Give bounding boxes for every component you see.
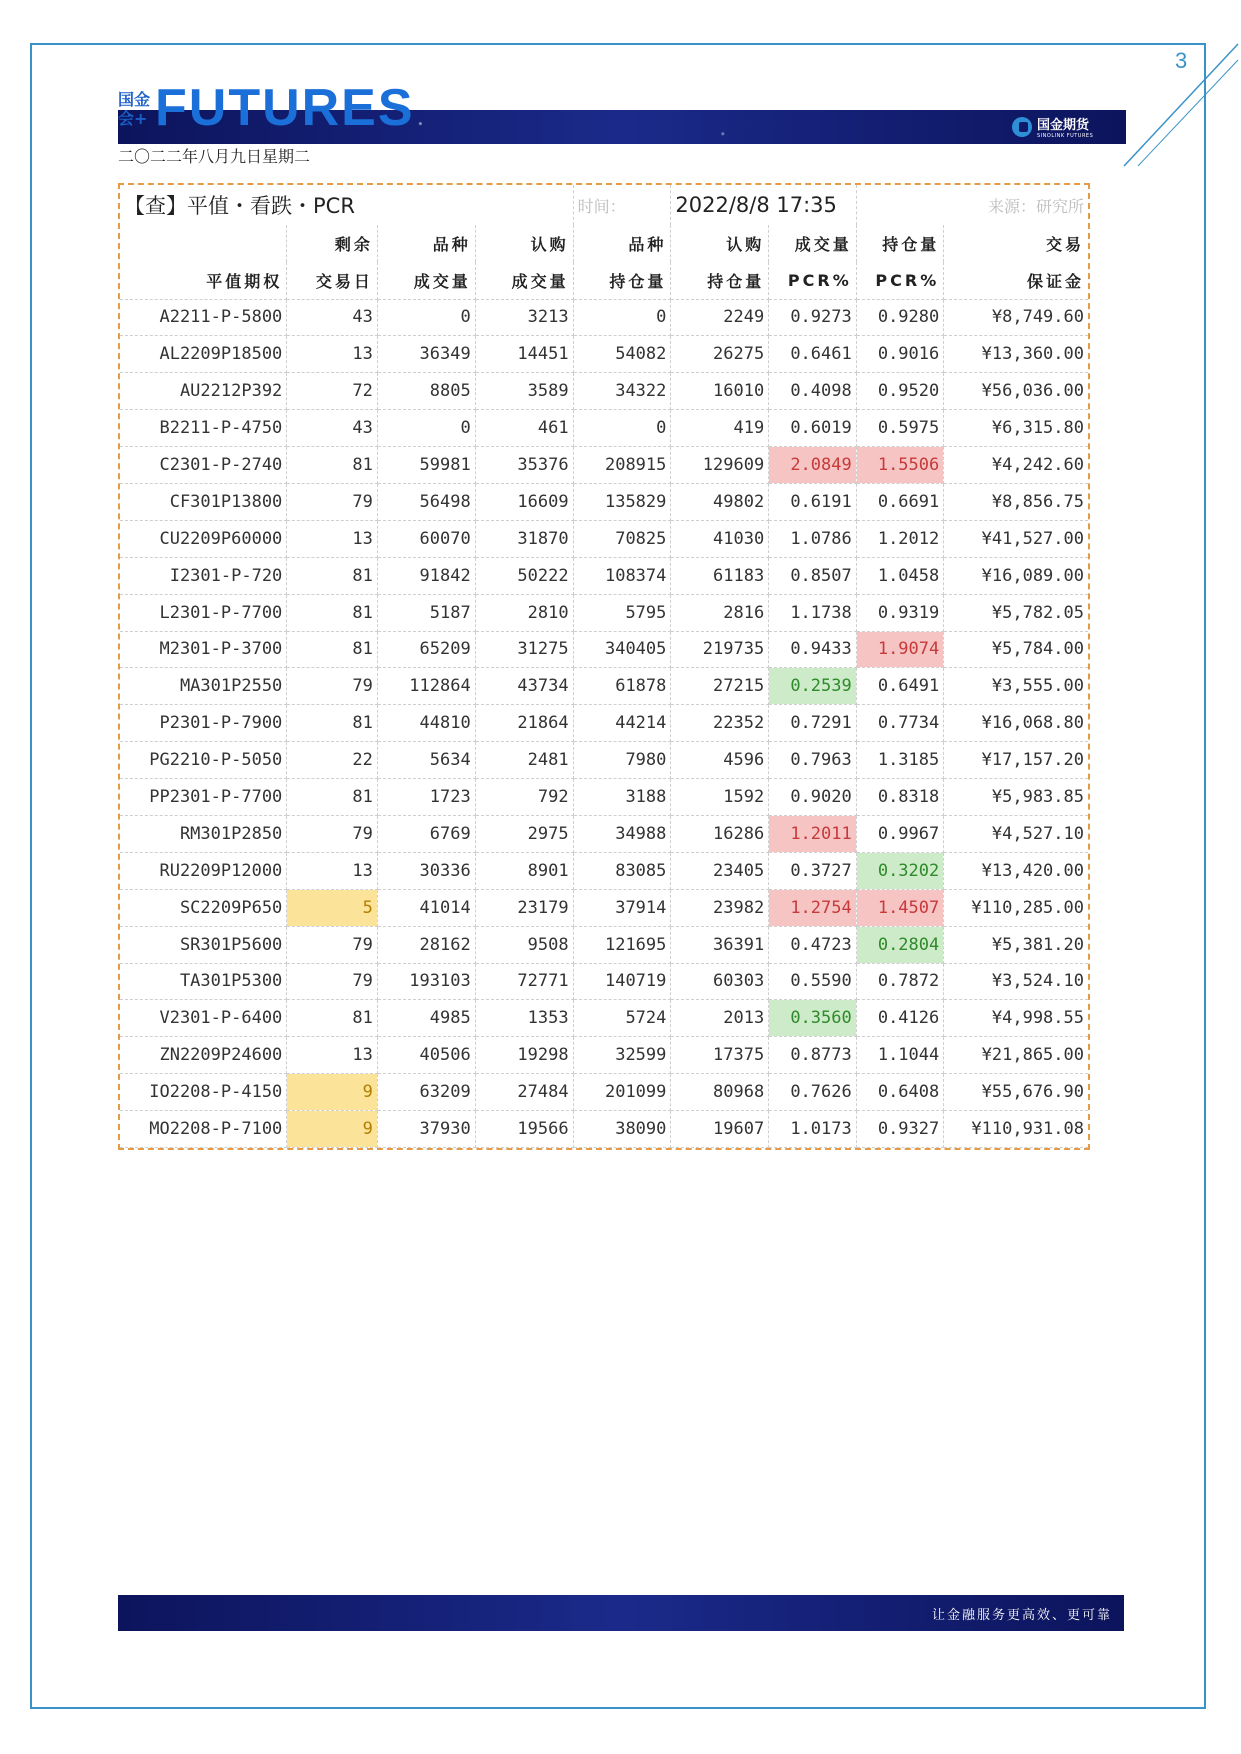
- cell-call-oi: 60303: [671, 963, 769, 1000]
- cell-margin: ¥41,527.00: [944, 520, 1088, 557]
- cell-oi-pcr: 0.8318: [856, 779, 944, 816]
- table-row: [120, 1111, 1088, 1148]
- cell-call-oi: 2816: [671, 594, 769, 631]
- cell-vol-pcr: 1.2754: [769, 889, 857, 926]
- cell-oi-pcr: 1.1044: [856, 1037, 944, 1074]
- cell-margin: ¥110,931.08: [944, 1111, 1088, 1148]
- cell-vol: 28162: [377, 926, 475, 963]
- cell-vol-pcr: 0.9433: [769, 631, 857, 668]
- cell-days: 81: [287, 557, 378, 594]
- cell-oi-pcr: 0.9967: [856, 815, 944, 852]
- cell-vol-pcr: 2.0849: [769, 447, 857, 484]
- cell-oi-pcr: 0.2804: [856, 926, 944, 963]
- cell-call-oi: 36391: [671, 926, 769, 963]
- cell-call-vol: 72771: [475, 963, 573, 1000]
- cell-vol-pcr: 0.5590: [769, 963, 857, 1000]
- table-row: [120, 815, 1088, 852]
- header-row-top: [120, 225, 1088, 262]
- cell-name: A2211-P-5800: [120, 299, 287, 336]
- cell-oi: 37914: [573, 889, 671, 926]
- table-row: [120, 1074, 1088, 1111]
- cell-name: CF301P13800: [120, 483, 287, 520]
- cell-vol-pcr: 1.1738: [769, 594, 857, 631]
- cell-oi: 61878: [573, 668, 671, 705]
- cell-call-vol: 35376: [475, 447, 573, 484]
- page-number: 3: [1175, 48, 1188, 73]
- cell-call-oi: 16010: [671, 373, 769, 410]
- cell-call-vol: 19298: [475, 1037, 573, 1074]
- cell-oi-pcr: 0.9520: [856, 373, 944, 410]
- cell-name: I2301-P-720: [120, 557, 287, 594]
- cell-vol-pcr: 0.4098: [769, 373, 857, 410]
- cell-vol: 60070: [377, 520, 475, 557]
- column-header: 成交量: [377, 262, 475, 299]
- cell-oi-pcr: 1.4507: [856, 889, 944, 926]
- table-row: [120, 520, 1088, 557]
- column-header: [120, 225, 287, 262]
- cell-name: SC2209P650: [120, 889, 287, 926]
- cell-call-vol: 14451: [475, 336, 573, 373]
- table-row: [120, 779, 1088, 816]
- cell-days: 79: [287, 483, 378, 520]
- cell-margin: ¥55,676.90: [944, 1074, 1088, 1111]
- table-row: [120, 926, 1088, 963]
- column-header: PCR%: [856, 262, 944, 299]
- cell-vol: 112864: [377, 668, 475, 705]
- cell-name: TA301P5300: [120, 963, 287, 1000]
- cell-oi: 34988: [573, 815, 671, 852]
- time-value: 2022/8/8 17:35: [671, 185, 856, 225]
- cell-oi-pcr: 1.2012: [856, 520, 944, 557]
- column-header: 认购: [475, 225, 573, 262]
- table-row: [120, 410, 1088, 447]
- cell-oi-pcr: 1.0458: [856, 557, 944, 594]
- footer-slogan: 让金融服务更高效、更可靠: [931, 1608, 1112, 1623]
- company-logo-text: 国金期货: [1037, 118, 1090, 133]
- cell-call-oi: 23405: [671, 852, 769, 889]
- table-row: [120, 852, 1088, 889]
- cell-oi: 108374: [573, 557, 671, 594]
- cell-days: 81: [287, 779, 378, 816]
- cell-call-vol: 27484: [475, 1074, 573, 1111]
- cell-margin: ¥56,036.00: [944, 373, 1088, 410]
- cell-call-vol: 461: [475, 410, 573, 447]
- table-row: [120, 447, 1088, 484]
- cell-call-vol: 43734: [475, 668, 573, 705]
- table-row: [120, 373, 1088, 410]
- cell-vol: 63209: [377, 1074, 475, 1111]
- cell-call-oi: 27215: [671, 668, 769, 705]
- cell-margin: ¥4,527.10: [944, 815, 1088, 852]
- cell-days: 13: [287, 852, 378, 889]
- cell-name: MO2208-P-7100: [120, 1111, 287, 1148]
- cell-vol: 56498: [377, 483, 475, 520]
- cell-oi: 44214: [573, 705, 671, 742]
- cell-vol-pcr: 1.0173: [769, 1111, 857, 1148]
- cell-oi: 201099: [573, 1074, 671, 1111]
- cell-call-oi: 2013: [671, 1000, 769, 1037]
- cell-oi-pcr: 0.3202: [856, 852, 944, 889]
- cell-vol: 91842: [377, 557, 475, 594]
- cell-days: 5: [287, 889, 378, 926]
- pcr-table-container: [118, 183, 1090, 1150]
- table-row: [120, 705, 1088, 742]
- cell-vol: 0: [377, 410, 475, 447]
- cell-days: 81: [287, 594, 378, 631]
- cell-days: 81: [287, 705, 378, 742]
- cell-name: AL2209P18500: [120, 336, 287, 373]
- cell-margin: ¥13,360.00: [944, 336, 1088, 373]
- cell-oi-pcr: 0.7872: [856, 963, 944, 1000]
- cell-vol: 30336: [377, 852, 475, 889]
- table-row: [120, 889, 1088, 926]
- cell-margin: ¥16,089.00: [944, 557, 1088, 594]
- column-header: 成交量: [475, 262, 573, 299]
- company-logo-sub: SINOLINK FUTURES: [1037, 133, 1094, 139]
- cell-oi-pcr: 0.6691: [856, 483, 944, 520]
- cell-oi: 7980: [573, 742, 671, 779]
- column-header: 持仓量: [671, 262, 769, 299]
- footer-band: [118, 1595, 1124, 1631]
- cell-oi: 0: [573, 410, 671, 447]
- cell-call-vol: 3589: [475, 373, 573, 410]
- cell-days: 22: [287, 742, 378, 779]
- cell-call-oi: 17375: [671, 1037, 769, 1074]
- cell-vol: 5187: [377, 594, 475, 631]
- cell-call-oi: 61183: [671, 557, 769, 594]
- cell-vol: 193103: [377, 963, 475, 1000]
- cell-name: M2301-P-3700: [120, 631, 287, 668]
- cell-vol-pcr: 1.0786: [769, 520, 857, 557]
- cell-call-vol: 1353: [475, 1000, 573, 1037]
- cell-margin: ¥4,998.55: [944, 1000, 1088, 1037]
- table-row: [120, 557, 1088, 594]
- table-row: [120, 742, 1088, 779]
- cell-oi-pcr: 0.7734: [856, 705, 944, 742]
- column-header: 交易日: [287, 262, 378, 299]
- cell-margin: ¥16,068.80: [944, 705, 1088, 742]
- cell-name: P2301-P-7900: [120, 705, 287, 742]
- cell-oi: 83085: [573, 852, 671, 889]
- cell-vol-pcr: 0.9020: [769, 779, 857, 816]
- cell-name: B2211-P-4750: [120, 410, 287, 447]
- time-label: 时间：: [573, 185, 671, 225]
- cell-days: 72: [287, 373, 378, 410]
- cell-name: C2301-P-2740: [120, 447, 287, 484]
- table-row: [120, 299, 1088, 336]
- cell-call-vol: 16609: [475, 483, 573, 520]
- cell-days: 13: [287, 1037, 378, 1074]
- corner-decoration: [1110, 40, 1240, 170]
- table-row: [120, 594, 1088, 631]
- cell-call-oi: 49802: [671, 483, 769, 520]
- cell-call-oi: 23982: [671, 889, 769, 926]
- cell-vol-pcr: 0.9273: [769, 299, 857, 336]
- cell-name: IO2208-P-4150: [120, 1074, 287, 1111]
- cell-days: 43: [287, 410, 378, 447]
- cell-oi: 208915: [573, 447, 671, 484]
- cell-margin: ¥3,555.00: [944, 668, 1088, 705]
- cell-days: 81: [287, 1000, 378, 1037]
- cell-days: 81: [287, 447, 378, 484]
- cell-vol-pcr: 0.4723: [769, 926, 857, 963]
- cell-vol-pcr: 0.7626: [769, 1074, 857, 1111]
- cell-vol: 59981: [377, 447, 475, 484]
- cell-vol-pcr: 0.6019: [769, 410, 857, 447]
- cell-call-oi: 4596: [671, 742, 769, 779]
- cell-vol-pcr: 0.6191: [769, 483, 857, 520]
- cell-vol-pcr: 0.8507: [769, 557, 857, 594]
- cell-days: 9: [287, 1111, 378, 1148]
- cell-name: L2301-P-7700: [120, 594, 287, 631]
- cell-vol: 40506: [377, 1037, 475, 1074]
- cell-call-oi: 16286: [671, 815, 769, 852]
- cell-margin: ¥5,782.05: [944, 594, 1088, 631]
- cell-oi-pcr: 0.9280: [856, 299, 944, 336]
- cell-oi: 70825: [573, 520, 671, 557]
- cell-oi: 5724: [573, 1000, 671, 1037]
- cell-oi: 121695: [573, 926, 671, 963]
- table-row: [120, 483, 1088, 520]
- column-header: 品种: [377, 225, 475, 262]
- cell-days: 9: [287, 1074, 378, 1111]
- cell-oi-pcr: 0.9016: [856, 336, 944, 373]
- table-row: [120, 963, 1088, 1000]
- cell-call-vol: 3213: [475, 299, 573, 336]
- cell-oi: 54082: [573, 336, 671, 373]
- cell-call-vol: 31870: [475, 520, 573, 557]
- cell-call-vol: 23179: [475, 889, 573, 926]
- cell-oi-pcr: 0.9327: [856, 1111, 944, 1148]
- cell-days: 79: [287, 963, 378, 1000]
- cell-vol-pcr: 0.3560: [769, 1000, 857, 1037]
- cell-margin: ¥8,749.60: [944, 299, 1088, 336]
- cell-vol: 0: [377, 299, 475, 336]
- cell-name: V2301-P-6400: [120, 1000, 287, 1037]
- cell-vol-pcr: 0.3727: [769, 852, 857, 889]
- cell-oi-pcr: 0.4126: [856, 1000, 944, 1037]
- cell-oi: 3188: [573, 779, 671, 816]
- cell-vol-pcr: 0.7291: [769, 705, 857, 742]
- cell-days: 13: [287, 520, 378, 557]
- pcr-table: [120, 185, 1088, 1148]
- cell-oi-pcr: 0.9319: [856, 594, 944, 631]
- cell-name: AU2212P392: [120, 373, 287, 410]
- brand-cn: 国金会+: [118, 90, 151, 128]
- column-header: 剩余: [287, 225, 378, 262]
- cell-margin: ¥17,157.20: [944, 742, 1088, 779]
- cell-name: RU2209P12000: [120, 852, 287, 889]
- cell-vol: 8805: [377, 373, 475, 410]
- cell-oi: 140719: [573, 963, 671, 1000]
- cell-vol: 6769: [377, 815, 475, 852]
- cell-call-oi: 41030: [671, 520, 769, 557]
- cell-call-oi: 2249: [671, 299, 769, 336]
- column-header: PCR%: [769, 262, 857, 299]
- cell-days: 79: [287, 815, 378, 852]
- cell-vol: 41014: [377, 889, 475, 926]
- table-row: [120, 1037, 1088, 1074]
- cell-days: 79: [287, 668, 378, 705]
- table-row: [120, 1000, 1088, 1037]
- cell-days: 79: [287, 926, 378, 963]
- brand-en: FUTURES: [155, 79, 415, 137]
- cell-vol: 4985: [377, 1000, 475, 1037]
- cell-call-vol: 21864: [475, 705, 573, 742]
- cell-name: PP2301-P-7700: [120, 779, 287, 816]
- column-header: 认购: [671, 225, 769, 262]
- cell-call-vol: 2975: [475, 815, 573, 852]
- cell-days: 13: [287, 336, 378, 373]
- cell-call-vol: 792: [475, 779, 573, 816]
- cell-call-vol: 9508: [475, 926, 573, 963]
- cell-name: CU2209P60000: [120, 520, 287, 557]
- cell-vol: 37930: [377, 1111, 475, 1148]
- cell-vol-pcr: 0.7963: [769, 742, 857, 779]
- cell-oi-pcr: 0.6408: [856, 1074, 944, 1111]
- cell-oi-pcr: 1.3185: [856, 742, 944, 779]
- cell-margin: ¥21,865.00: [944, 1037, 1088, 1074]
- cell-call-oi: 129609: [671, 447, 769, 484]
- column-header: 持仓量: [573, 262, 671, 299]
- cell-oi-pcr: 1.9074: [856, 631, 944, 668]
- report-date: 二〇二二年八月九日星期二: [118, 147, 311, 166]
- cell-call-oi: 80968: [671, 1074, 769, 1111]
- cell-call-oi: 22352: [671, 705, 769, 742]
- cell-oi: 32599: [573, 1037, 671, 1074]
- cell-days: 43: [287, 299, 378, 336]
- cell-name: MA301P2550: [120, 668, 287, 705]
- table-title-row: [120, 185, 1088, 225]
- cell-oi-pcr: 1.5506: [856, 447, 944, 484]
- cell-margin: ¥8,856.75: [944, 483, 1088, 520]
- source-label: 来源：研究所: [987, 196, 1084, 216]
- cell-name: SR301P5600: [120, 926, 287, 963]
- cell-name: RM301P2850: [120, 815, 287, 852]
- cell-call-oi: 1592: [671, 779, 769, 816]
- cell-vol-pcr: 1.2011: [769, 815, 857, 852]
- table-row: [120, 631, 1088, 668]
- cell-vol-pcr: 0.2539: [769, 668, 857, 705]
- cell-vol: 65209: [377, 631, 475, 668]
- cell-call-vol: 50222: [475, 557, 573, 594]
- cell-oi: 34322: [573, 373, 671, 410]
- cell-vol: 44810: [377, 705, 475, 742]
- cell-oi: 0: [573, 299, 671, 336]
- table-row: [120, 668, 1088, 705]
- cell-days: 81: [287, 631, 378, 668]
- column-header: 品种: [573, 225, 671, 262]
- cell-oi: 5795: [573, 594, 671, 631]
- column-header: 成交量: [769, 225, 857, 262]
- column-header: 交易: [1045, 235, 1084, 254]
- cell-call-vol: 19566: [475, 1111, 573, 1148]
- cell-margin: ¥3,524.10: [944, 963, 1088, 1000]
- cell-call-vol: 8901: [475, 852, 573, 889]
- cell-margin: ¥13,420.00: [944, 852, 1088, 889]
- company-logo-icon: [1012, 117, 1032, 137]
- cell-vol: 5634: [377, 742, 475, 779]
- column-header: 持仓量: [856, 225, 944, 262]
- cell-vol-pcr: 0.8773: [769, 1037, 857, 1074]
- cell-call-oi: 19607: [671, 1111, 769, 1148]
- cell-margin: ¥5,983.85: [944, 779, 1088, 816]
- cell-vol: 1723: [377, 779, 475, 816]
- cell-oi-pcr: 0.5975: [856, 410, 944, 447]
- company-logo: [1012, 114, 1093, 139]
- cell-margin: ¥6,315.80: [944, 410, 1088, 447]
- cell-margin: ¥110,285.00: [944, 889, 1088, 926]
- cell-name: ZN2209P24600: [120, 1037, 287, 1074]
- table-title: 【查】平值・看跌・PCR: [120, 185, 573, 225]
- cell-oi: 135829: [573, 483, 671, 520]
- column-header: 保证金: [944, 262, 1088, 299]
- cell-oi-pcr: 0.6491: [856, 668, 944, 705]
- cell-vol: 36349: [377, 336, 475, 373]
- column-header: 平值期权: [120, 262, 287, 299]
- cell-margin: ¥5,784.00: [944, 631, 1088, 668]
- cell-call-vol: 31275: [475, 631, 573, 668]
- cell-call-oi: 419: [671, 410, 769, 447]
- cell-vol-pcr: 0.6461: [769, 336, 857, 373]
- cell-margin: ¥4,242.60: [944, 447, 1088, 484]
- table-row: [120, 336, 1088, 373]
- cell-oi: 38090: [573, 1111, 671, 1148]
- cell-margin: ¥5,381.20: [944, 926, 1088, 963]
- cell-call-oi: 219735: [671, 631, 769, 668]
- cell-call-vol: 2481: [475, 742, 573, 779]
- cell-oi: 340405: [573, 631, 671, 668]
- cell-call-vol: 2810: [475, 594, 573, 631]
- cell-name: PG2210-P-5050: [120, 742, 287, 779]
- header-row-bottom: [120, 262, 1088, 299]
- cell-call-oi: 26275: [671, 336, 769, 373]
